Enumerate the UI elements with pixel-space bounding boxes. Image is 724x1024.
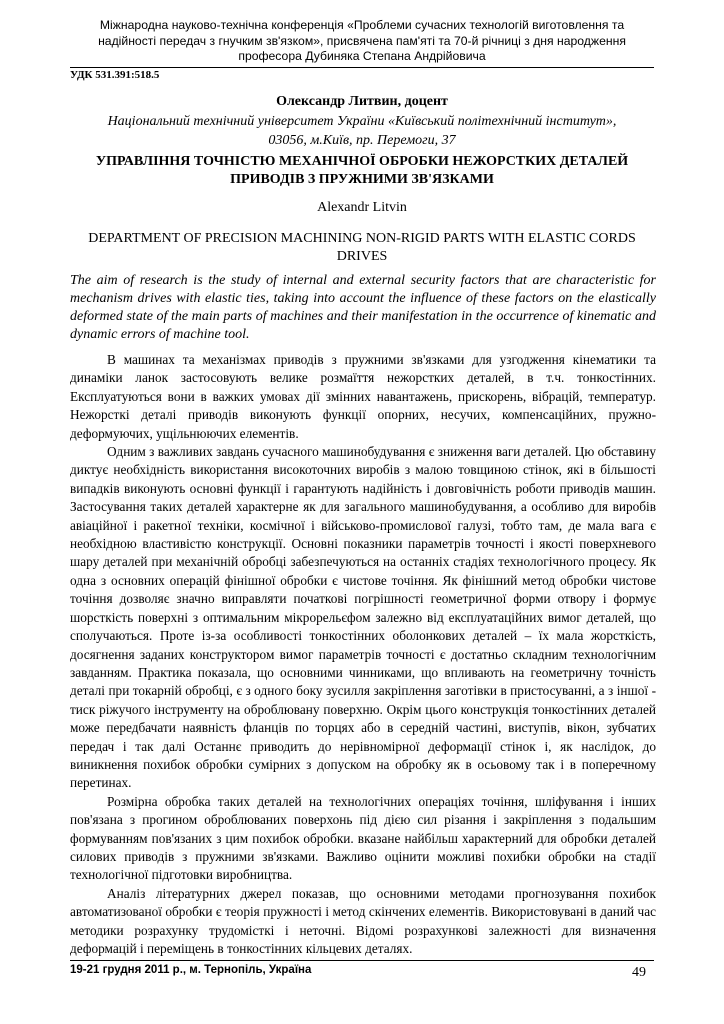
body-text xyxy=(70,351,656,958)
footer-event: 19-21 грудня 2011 р., м. Тернопіль, Україна xyxy=(70,964,312,976)
page-number: 49 xyxy=(632,965,646,980)
body-paragraph: Розмірна обробка таких деталей на технологічних операціях точіння, шліфування і інших пов'язана з прогином оброблюваних поверхонь під дією сил різання і закріплення з подальшим формуванням пов'язаних з цим похибок обробки. вказане найбільш характерний для обробки деталей силових приводів з пружними зв'язками. Важливо оцінити можливі похибки обробки на стадії технологічної підготовки виробництва. xyxy=(70,793,656,883)
footer-divider xyxy=(70,960,654,961)
paper-title-en-line: DEPARTMENT OF PRECISION MACHINING NON-RIGID PARTS WITH ELASTIC CORDS xyxy=(88,231,636,246)
author-affiliation xyxy=(70,112,654,150)
header-divider xyxy=(70,67,654,68)
conference-header xyxy=(70,18,654,65)
udk-code: УДК 531.391:518.5 xyxy=(70,69,160,81)
paper-title-line: УПРАВЛІННЯ ТОЧНІСТЮ МЕХАНІЧНОЇ ОБРОБКИ НЕЖОРСТКИХ ДЕТАЛЕЙ xyxy=(95,154,629,169)
body-paragraph: Аналіз літературних джерел показав, що основними методами прогнозування похибок автоматизованої обробки є теорія пружності і метод скінчених елементів. Використовувані в даний час методики розрахунку трудомісткі і неточні. Відомі розрахункові залежності для визначення деформацій і переміщень в тонкостінних кільцевих деталях. xyxy=(70,885,656,956)
paper-title-ua xyxy=(70,153,654,189)
affiliation-address: 03056, м.Київ, пр. Перемоги, 37 xyxy=(268,133,456,148)
conference-header-line: професора Дубиняка Степана Андрійовича xyxy=(238,49,486,63)
paper-title-line: ПРИВОДІВ З ПРУЖНИМИ ЗВ'ЯЗКАМИ xyxy=(230,172,494,187)
abstract: The aim of research is the study of internal and external security factors that are characteristic for mechanism drives with elastic ties, taking into account the influence of these factors on the elastically deformed state of the main parts of machines and their manifestation in the occurrence of kinematic and dynamic errors of machine tool. xyxy=(70,273,656,342)
body-paragraph: Одним з важливих завдань сучасного машинобудування є зниження ваги деталей. Цю обставину диктує необхідність використання високоточних виробів з малою товщиною стінок, які в більшості випадків виконують основні функції і гарантують надійність і довговічність роботи приводів машин. Застосування таких деталей характерне як для загального машинобудування, а особливо для виробів авіаційної і ракетної техніки, космічної і військово-промислової галузі, тобто там, де мала вага є необхідною властивістю конструкції. Основні показники параметрів точності і якості поверхневого шару деталей при механічній обробці забезпечуються на останніх стадіях технологічного процесу. Як одна з основних операцій фінішної обробки є чистове точіння. Як фінішний метод обробки чистове точіння дозволяє значно виправляти початкові погрішності геометричної форми отвору і формує шорсткість поверхні з оптимальним мікрорельєфом залежно від експлуатаційних вимог деталей, що сполучаються. Проте із-за особливості тонкостінних оболонкових деталей – їх мала жорсткість, досягнення заданих конструктором вимог параметрів точності є достатньо складним технологічним завданням. Практика показала, що основними чинниками, що впливають на геометричну точність деталі при токарній обробці, є з одного боку зусилля закріплення заготівки в пристосуванні, а з іншої - тиск ріжучого інструменту на оброблювану поверхню. Окрім цього конструкція тонкостінних деталей може передбачати наявність фланців по торцях або в середній частині, виступів, вікон, зубчатих передач і так далі Останнє приводить до нерівномірної деформації стінок і, як наслідок, до виникнення похибок обробки сумірних з допуском на обробку як в осьовому так і в поперечному перетинах. xyxy=(70,444,656,791)
paper-title-en xyxy=(70,230,654,266)
conference-header-line: Міжнародна науково-технічна конференція «Проблеми сучасних технологій виготовлення та xyxy=(99,18,625,32)
author-name: Олександр Литвин, доцент xyxy=(276,94,448,109)
paper-title-en-line: DRIVES xyxy=(336,249,388,264)
affiliation-line: Національний технічний університет України «Київський політехнічний інститут», xyxy=(107,114,617,129)
body-paragraph: В машинах та механізмах приводів з пружними зв'язками для узгодження кінематики та динаміки ланок застосовують велике розмаїття нежорстких деталей, в т.ч. тонкостінних. Експлуатуються вони в важких умовах дії змінних навантажень, прискорень, вібрацій, температур. Нежорсткі деталі приводів виконують функції опорних, несучих, компенсаційних, пружно-деформуючих, ущільнюючих елементів. xyxy=(70,352,656,441)
conference-header-line: надійності передач з гнучким зв'язком», присвячена пам'яті та 70-й річниці з дня народження xyxy=(98,33,626,48)
author-name-en: Alexandr Litvin xyxy=(317,200,407,215)
